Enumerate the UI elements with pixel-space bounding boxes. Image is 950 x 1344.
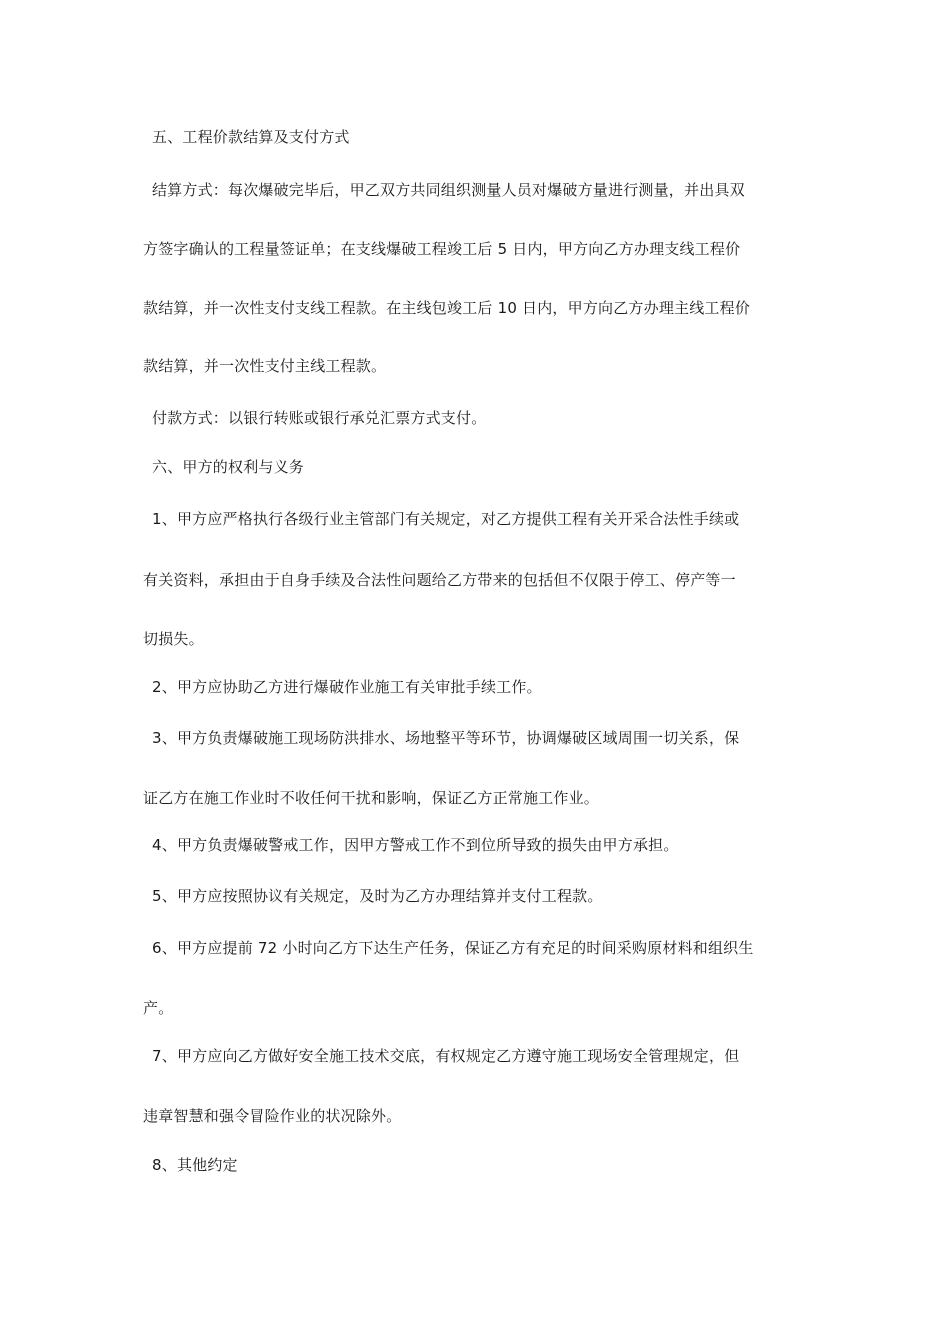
paragraph-line: 证乙方在施工作业时不收任何干扰和影响，保证乙方正常施工作业。 xyxy=(143,789,600,807)
paragraph-line: 款结算，并一次性支付支线工程款。在主线包竣工后 10 日内，甲方向乙方办理主线工程价 xyxy=(143,299,751,317)
paragraph-line: 有关资料，承担由于自身手续及合法性问题给乙方带来的包括但不仅限于停工、停产等一 xyxy=(143,571,736,589)
section-heading-6: 六、甲方的权利与义务 xyxy=(152,458,305,476)
paragraph-line: 结算方式：每次爆破完毕后，甲乙双方共同组织测量人员对爆破方量进行测量，并出具双 xyxy=(152,181,745,199)
list-item-5: 5、甲方应按照协议有关规定，及时为乙方办理结算并支付工程款。 xyxy=(152,887,603,905)
paragraph-line: 违章智慧和强令冒险作业的状况除外。 xyxy=(143,1107,402,1125)
list-item-8: 8、其他约定 xyxy=(152,1156,238,1174)
paragraph-line: 产。 xyxy=(143,999,174,1017)
section-heading-5: 五、工程价款结算及支付方式 xyxy=(152,128,350,146)
list-item-3: 3、甲方负责爆破施工现场防洪排水、场地整平等环节，协调爆破区域周围一切关系，保 xyxy=(152,729,740,747)
list-item-1: 1、甲方应严格执行各级行业主管部门有关规定，对乙方提供工程有关开采合法性手续或 xyxy=(152,510,740,528)
paragraph-line: 款结算，并一次性支付主线工程款。 xyxy=(143,357,387,375)
paragraph-line: 切损失。 xyxy=(143,630,204,648)
paragraph-line: 方签字确认的工程量签证单；在支线爆破工程竣工后 5 日内，甲方向乙方办理支线工程价 xyxy=(143,240,741,258)
list-item-6: 6、甲方应提前 72 小时向乙方下达生产任务，保证乙方有充足的时间采购原材料和组织生 xyxy=(152,939,754,957)
list-item-4: 4、甲方负责爆破警戒工作，因甲方警戒工作不到位所导致的损失由甲方承担。 xyxy=(152,836,679,854)
paragraph-line: 付款方式：以银行转账或银行承兑汇票方式支付。 xyxy=(152,409,487,427)
list-item-7: 7、甲方应向乙方做好安全施工技术交底，有权规定乙方遵守施工现场安全管理规定，但 xyxy=(152,1047,740,1065)
list-item-2: 2、甲方应协助乙方进行爆破作业施工有关审批手续工作。 xyxy=(152,678,542,696)
